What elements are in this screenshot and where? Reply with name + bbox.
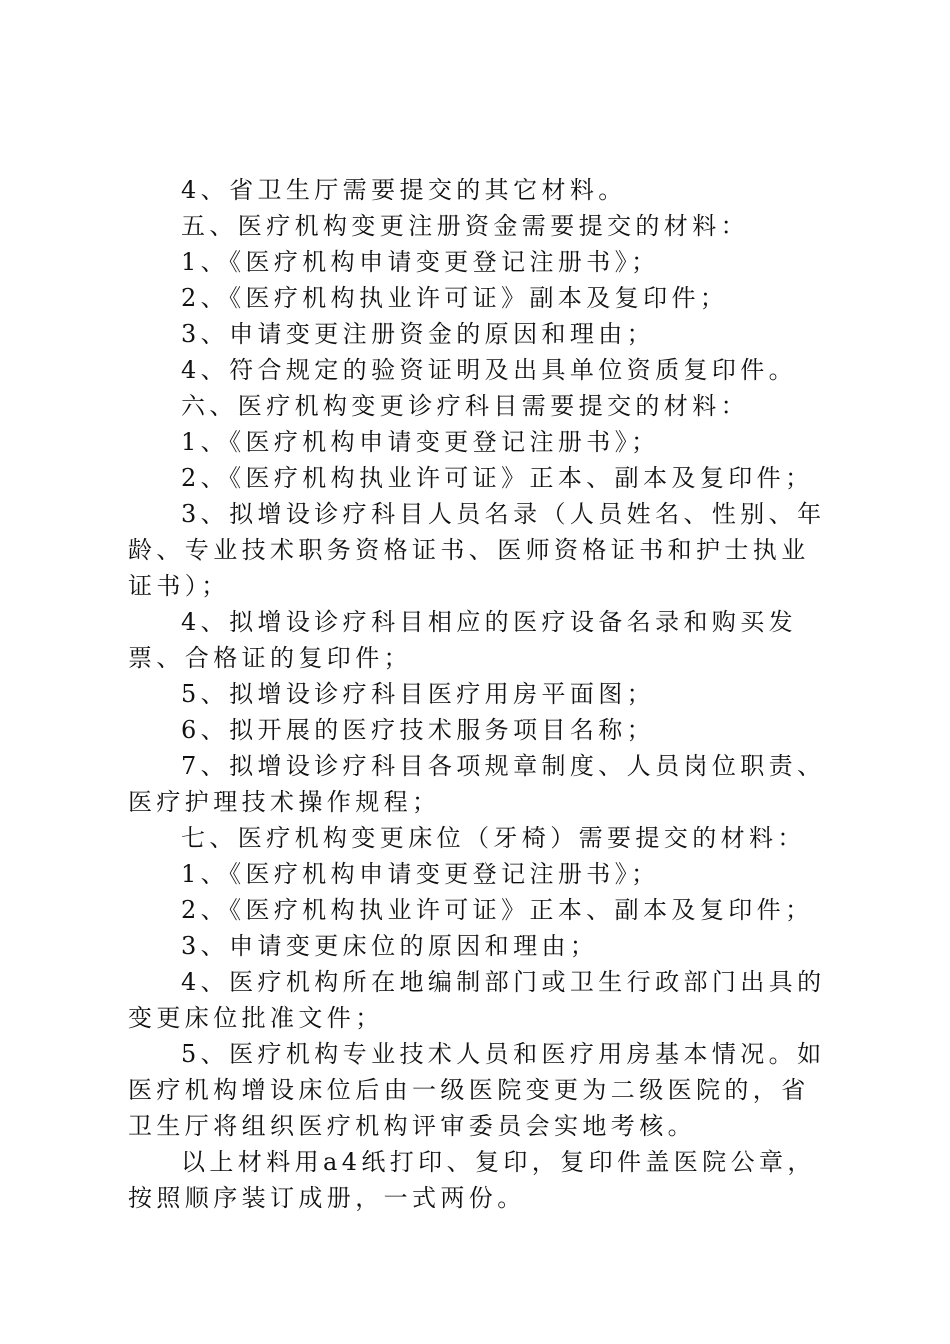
paragraph: 1、《医疗机构申请变更登记注册书》；: [181, 860, 660, 888]
paragraph: 5、拟增设诊疗科目医疗用房平面图；: [181, 680, 656, 708]
paragraph: 以上材料用a4纸打印、复印，复印件盖医院公章，按照顺序装订成册，一式两份。: [128, 1148, 816, 1212]
paragraph: 4、拟增设诊疗科目相应的医疗设备名录和购买发票、合格证的复印件；: [128, 608, 798, 672]
section-heading: 五、医疗机构变更注册资金需要提交的材料：: [181, 212, 749, 240]
paragraph: 3、申请变更注册资金的原因和理由；: [181, 320, 656, 348]
paragraph: 4、医疗机构所在地编制部门或卫生行政部门出具的变更床位批准文件；: [128, 968, 826, 1032]
paragraph: 3、拟增设诊疗科目人员名录（人员姓名、性别、年龄、专业技术职务资格证书、医师资格证书和护士执业证书）；: [128, 500, 826, 600]
paragraph: 2、《医疗机构执业许可证》正本、副本及复印件；: [181, 464, 814, 492]
paragraph: 1、《医疗机构申请变更登记注册书》；: [181, 248, 660, 276]
paragraph: 4、符合规定的验资证明及出具单位资质复印件。: [181, 356, 798, 384]
paragraph: 3、申请变更床位的原因和理由；: [181, 932, 599, 960]
paragraph: 6、拟开展的医疗技术服务项目名称；: [181, 716, 656, 744]
paragraph: 4、省卫生厅需要提交的其它材料。: [181, 176, 627, 204]
paragraph: 5、医疗机构专业技术人员和医疗用房基本情况。如医疗机构增设床位后由一级医院变更为二级医院的，省卫生厅将组织医疗机构评审委员会实地考核。: [128, 1040, 826, 1140]
paragraph: 1、《医疗机构申请变更登记注册书》；: [181, 428, 660, 456]
paragraph: 7、拟增设诊疗科目各项规章制度、人员岗位职责、医疗护理技术操作规程；: [128, 752, 826, 816]
document-body: [128, 172, 832, 1216]
paragraph: 2、《医疗机构执业许可证》副本及复印件；: [181, 284, 729, 312]
section-heading: 七、医疗机构变更床位（牙椅）需要提交的材料：: [181, 824, 806, 852]
paragraph: 2、《医疗机构执业许可证》正本、副本及复印件；: [181, 896, 814, 924]
section-heading: 六、医疗机构变更诊疗科目需要提交的材料：: [181, 392, 749, 420]
